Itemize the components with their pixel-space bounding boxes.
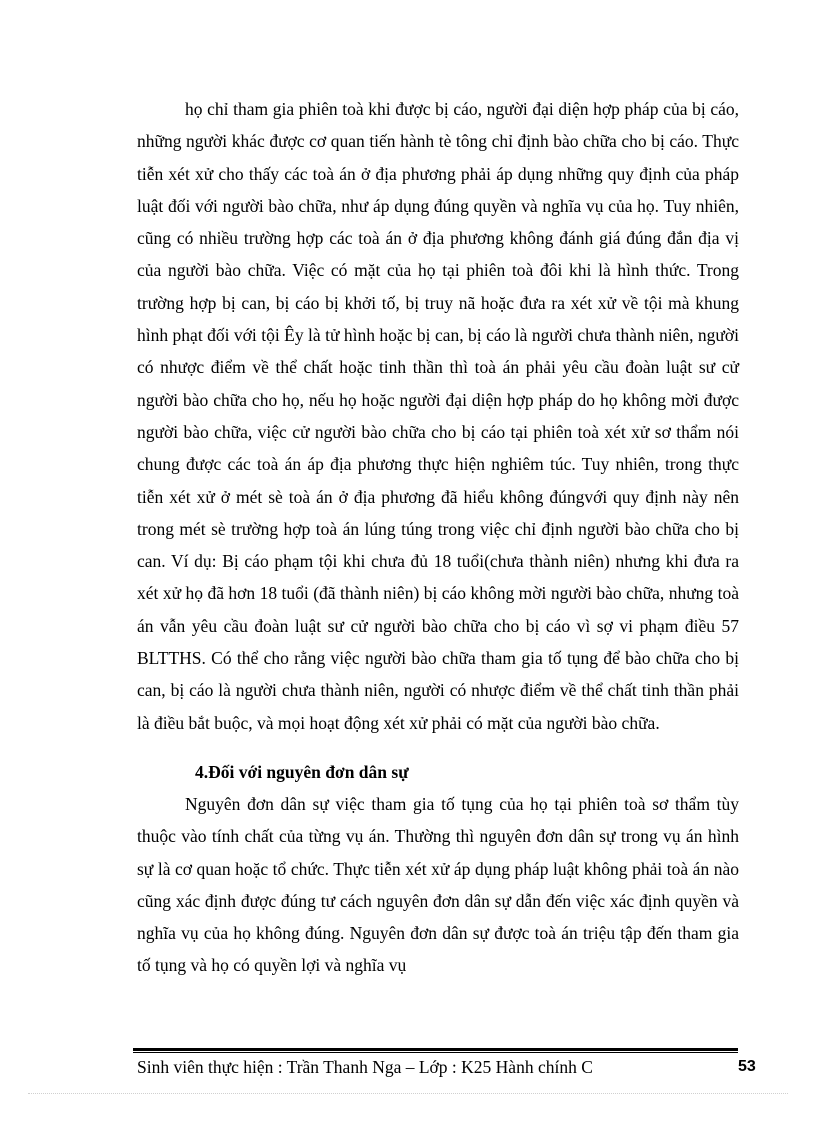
footer-author-line: Sinh viên thực hiện : Trần Thanh Nga – Lớp : K25 Hành chính C: [137, 1057, 593, 1077]
page-number: 53: [738, 1058, 756, 1075]
paragraph-2: Nguyên đơn dân sự việc tham gia tố tụng của họ tại phiên toà sơ thẩm tùy thuộc vào tính chất của từng vụ án. Thường thì nguyên đơn dân sự trong vụ án hình sự là cơ quan hoặc tổ chức. Thực tiễn xét xử áp dụng pháp luật không phải toà án nào cũng xác định được đúng tư cách nguyên đơn dân sự dẫn đến việc xác định quyền và nghĩa vụ của họ không đúng. Nguyên đơn dân sự được toà án triệu tập đến tham gia tố tụng và họ có quyền lợi và nghĩa vụ: [137, 793, 739, 976]
section-heading: 4.Đối với nguyên đơn dân sự: [195, 761, 409, 782]
footer-divider-thin: [133, 1052, 738, 1053]
footer-divider-thick: [133, 1048, 738, 1051]
document-body: [137, 93, 739, 982]
paragraph-1: họ chỉ tham gia phiên toà khi được bị cáo, người đại diện hợp pháp của bị cáo, những người khác được cơ quan tiến hành tè tông chỉ định bào chữa cho bị cáo. Thực tiễn xét xử cho thấy các toà án ở địa phương phải áp dụng những quy định của pháp luật đối với người bào chữa, như áp dụng đúng quyền và nghĩa vụ của họ. Tuy nhiên, cũng có nhiều trường hợp các toà án ở địa phương không đánh giá đúng đắn địa vị của người bào chữa. Việc có mặt của họ tại phiên toà đôi khi là hình thức. Trong trường hợp bị can, bị cáo bị khởi tố, bị truy nã hoặc đưa ra xét xử về tội mà khung hình phạt đối với tội Êy là tử hình hoặc bị can, bị cáo là người chưa thành niên, người có nhược điểm về thể chất hoặc tinh thần thì toà án phải yêu cầu đoàn luật sư cử người bào chữa cho họ, nếu họ hoặc người đại diện hợp pháp do họ không mời được người bào chữa, việc cử người bào chữa cho bị cáo tại phiên toà xét xử sơ thẩm nói chung được các toà án áp địa phương thực hiện nghiêm túc. Tuy nhiên, trong thực tiễn xét xử ở mét sè toà án ở địa phương đã hiểu không đúngvới quy định này nên trong mét sè trường hợp toà án lúng túng trong việc chỉ định người bào chữa cho bị can. Ví dụ: Bị cáo phạm tội khi chưa đủ 18 tuổi(chưa thành niên) nhưng khi đưa ra xét xử họ đã hơn 18 tuổi (đã thành niên) bị cáo không mời người bào chữa, nhưng toà án vẫn yêu cầu đoàn luật sư cử người bào chữa cho bị cáo vì sợ vi phạm điều 57 BLTTHS. Có thể cho rằng việc người bào chữa tham gia tố tụng để bào chữa cho bị can, bị cáo là người chưa thành niên, người có nhược điểm về thể chất tinh thần phải là điều bắt buộc, và mọi hoạt động xét xử phải có mặt của người bào chữa.: [137, 99, 739, 733]
page-bottom-edge: [28, 1093, 788, 1094]
